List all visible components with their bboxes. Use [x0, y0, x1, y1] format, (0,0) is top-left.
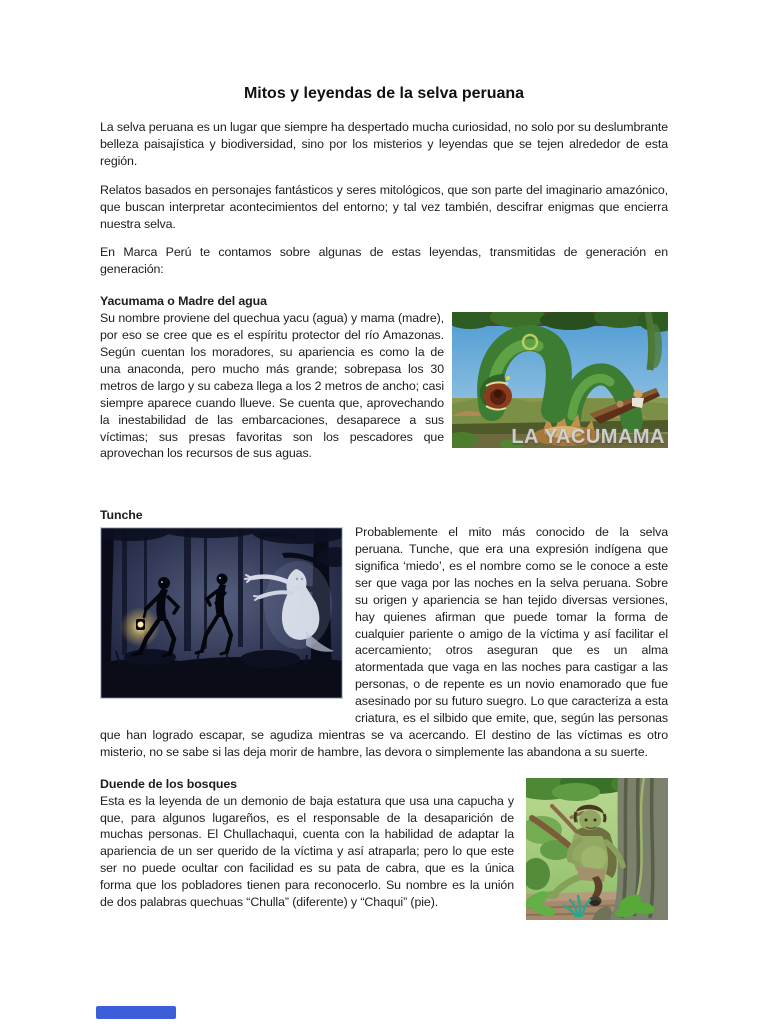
- section-duende: [100, 776, 668, 930]
- yacumama-overlay-text: LA YACUMAMA: [511, 426, 665, 449]
- intro-paragraph-1: La selva peruana es un lugar que siempre ha despertado mucha curiosidad, no solo por su deslumbrante belleza paisajística y biodiversidad, sino por los misterios y leyendas que se tejen alrededor de esta región.: [100, 120, 668, 168]
- tunche-body: Probablemente el mito más conocido de la selva peruana. Tunche, que era una expresión indígena que significa ‘miedo’, es el nombre como se le conoce a este ser que vaga por las noches en la selva peruana. Sobre su origen y apariencia se han tejido diversas versiones, hay quienes afirman que puede tomar la forma de cualquier pariente o amigo de la víctima y así facilitar el acercamiento; otros aseguran que es un alma atormentada que vaga en las noches para castigar a las personas, o de repente es un novio enamorado que fue asesinado por su futuro suegro. Lo que caracteriza a esta criatura, es el silbido que emite, que, según las personas que han logrado escapar, se agudiza mientras se va acercando. El destino de las víctimas es otro misterio, no se sabe si las deja morir de hambre, las devora o simplemente las abandona a su suerte.: [100, 525, 668, 759]
- yacumama-body: Su nombre proviene del quechua yacu (agua) y mama (madre), por eso se cree que es el espíritu protector del río Amazonas. Según cuentan los moradores, su apariencia es como la de una anaconda, pero mucho más grande; sobrepasa los 30 metros de largo y su cabeza llega a los 2 metros de ancho; casi siempre aparece cuando llueve. Se cuenta que, aprovechando la inestabilidad de las embarcaciones, desaparece a sus víctimas; sus presas favoritas son los pescadores que aprovechan los recursos de sus aguas.: [100, 311, 444, 461]
- heading-duende: Duende de los bosques: [100, 776, 237, 791]
- section-tunche: [100, 507, 668, 761]
- duende-body: Esta es la leyenda de un demonio de baja estatura que usa una capucha y que, para algunos lugareños, es el responsable de la desaparición de muchas personas. El Chullachaqui, cuenta con la habilidad de adaptar la apariencia de un ser querido de la víctima y así atraparla; pero lo que este ser no puede ocultar con facilidad es su pata de cabra, que es la única forma que los pobladores tienen para reconocerlo. Su nombre es la unión de dos palabras quechuas “Chulla” (diferente) y “Chaqui” (pie).: [100, 793, 514, 910]
- tunche-image: [100, 527, 343, 699]
- heading-yacumama: Yacumama o Madre del agua: [100, 294, 267, 309]
- heading-tunche: Tunche: [100, 508, 143, 523]
- page-title: Mitos y leyendas de la selva peruana: [243, 85, 525, 102]
- intro-paragraph-3: En Marca Perú te contamos sobre algunas de estas leyendas, transmitidas de generación en generación:: [100, 245, 668, 277]
- document-page: [100, 84, 668, 930]
- section-yacumama: [100, 293, 668, 492]
- duende-image: [526, 778, 668, 920]
- tunche-illustration: [100, 527, 343, 699]
- intro-paragraph-2: Relatos basados en personajes fantásticos y seres mitológicos, que son parte del imaginario amazónico, que buscan interpretar acontecimientos del entorno; y tal vez también, descifrar enigmas que encierra nuestra selva.: [100, 182, 668, 231]
- yacumama-image: [452, 312, 668, 448]
- page-number-badge: [96, 1006, 176, 1019]
- duende-illustration: [526, 778, 668, 920]
